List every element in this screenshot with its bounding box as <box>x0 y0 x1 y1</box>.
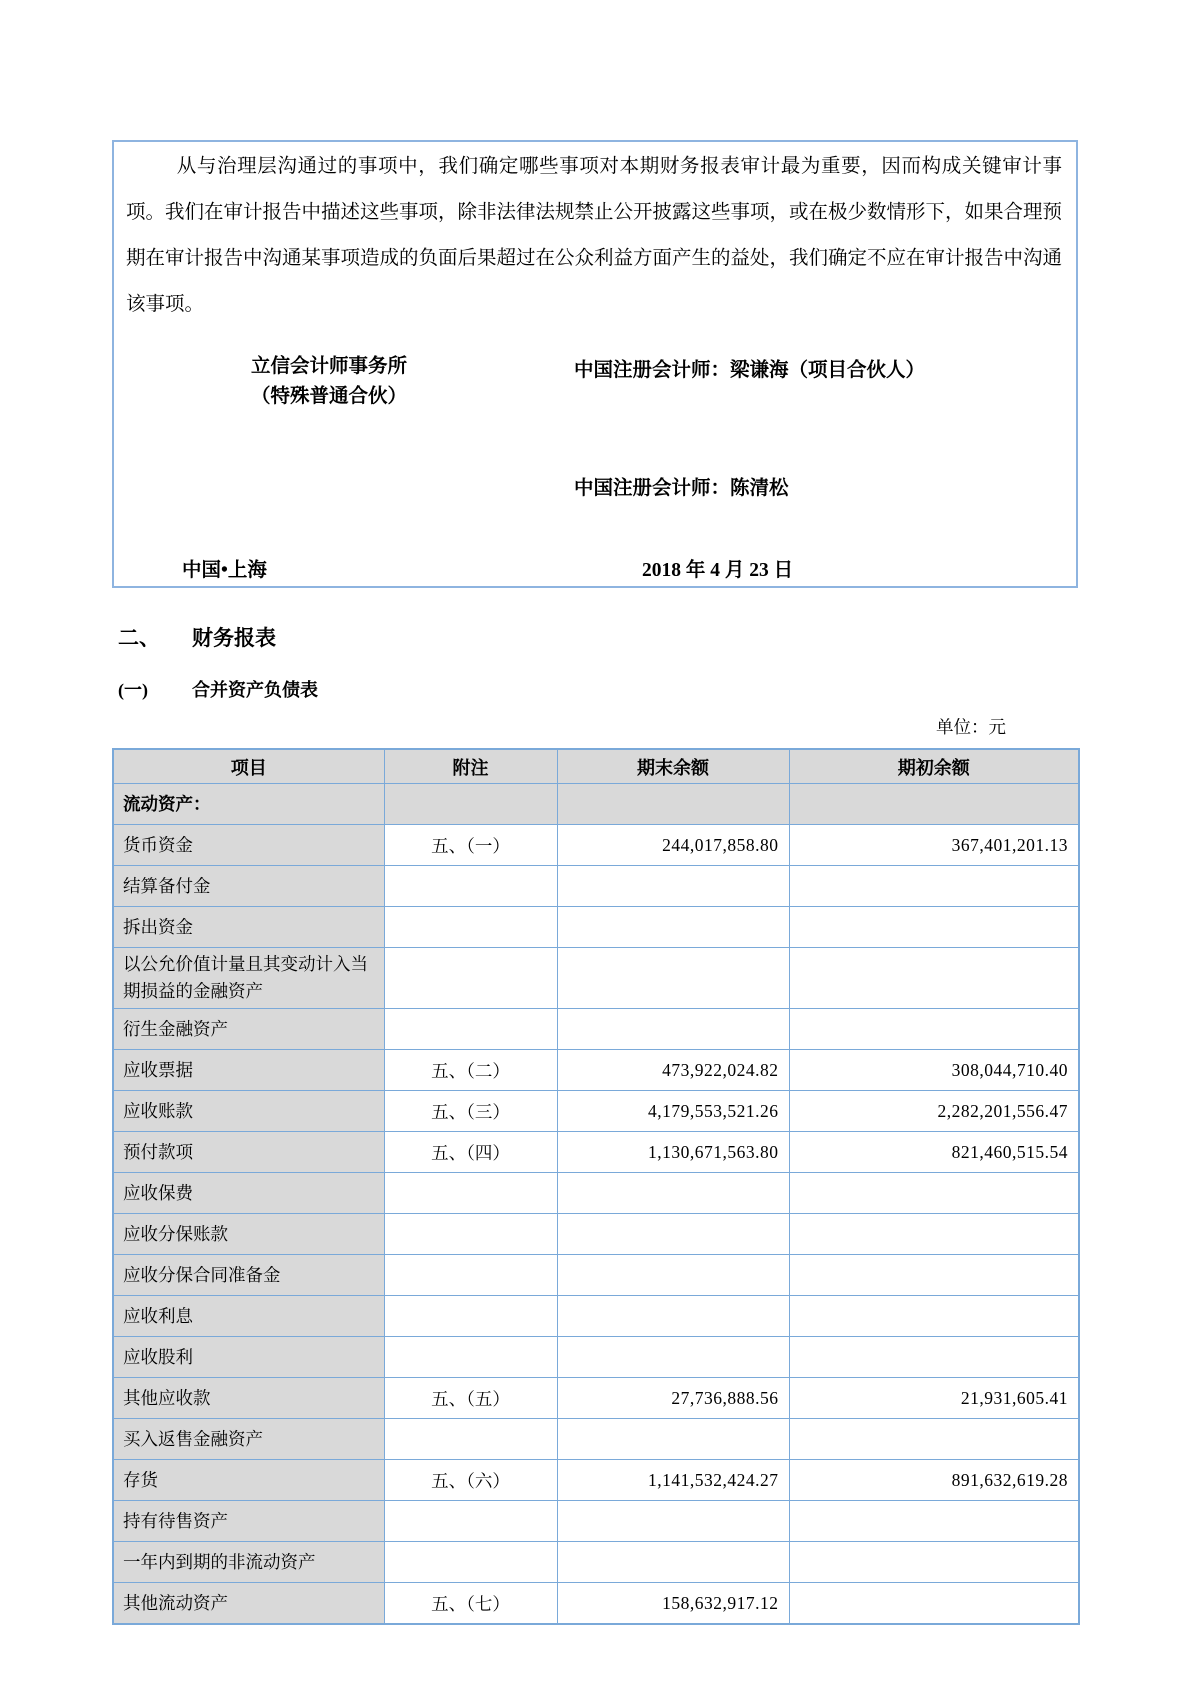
ending-cell <box>557 1255 789 1296</box>
item-cell: 结算备付金 <box>113 866 384 907</box>
note-cell <box>384 1255 557 1296</box>
table-row <box>113 866 1079 907</box>
table-row <box>113 1378 1079 1419</box>
beginning-cell <box>789 866 1079 907</box>
item-cell: 应收分保账款 <box>113 1214 384 1255</box>
ending-cell: 244,017,858.80 <box>557 825 789 866</box>
ending-cell: 1,141,532,424.27 <box>557 1460 789 1501</box>
cpa-signature-2: 中国注册会计师：陈清松 <box>574 478 789 499</box>
unit-label: 单位：元 <box>936 717 1006 737</box>
table-row <box>113 1337 1079 1378</box>
note-cell <box>384 1296 557 1337</box>
table-row <box>113 1132 1079 1173</box>
note-cell <box>384 1173 557 1214</box>
firm-name: 立信会计师事务所 <box>250 356 407 377</box>
beginning-cell <box>789 1501 1079 1542</box>
beginning-cell <box>789 1173 1079 1214</box>
ending-cell: 4,179,553,521.26 <box>557 1091 789 1132</box>
item-cell: 应收利息 <box>113 1296 384 1337</box>
note-cell <box>384 1542 557 1583</box>
signature-firm-block <box>214 352 444 412</box>
beginning-cell: 21,931,605.41 <box>789 1378 1079 1419</box>
item-cell: 货币资金 <box>113 825 384 866</box>
beginning-cell <box>789 907 1079 948</box>
header-row <box>113 749 1079 784</box>
ending-cell <box>557 1337 789 1378</box>
ending-cell <box>557 1542 789 1583</box>
ending-cell: 1,130,671,563.80 <box>557 1132 789 1173</box>
note-cell <box>384 907 557 948</box>
table-row <box>113 1460 1079 1501</box>
item-cell: 拆出资金 <box>113 907 384 948</box>
balance-sheet-table <box>112 748 1080 1625</box>
beginning-cell: 2,282,201,556.47 <box>789 1091 1079 1132</box>
note-cell <box>384 1337 557 1378</box>
beginning-cell <box>789 1296 1079 1337</box>
ending-cell <box>557 784 789 825</box>
ending-cell <box>557 907 789 948</box>
header-ending-balance: 期末余额 <box>557 749 789 784</box>
ending-cell <box>557 866 789 907</box>
ending-cell: 473,922,024.82 <box>557 1050 789 1091</box>
beginning-cell <box>789 1214 1079 1255</box>
cpa-signature-1: 中国注册会计师：梁谦海（项目合伙人） <box>574 360 926 381</box>
table-row <box>113 1296 1079 1337</box>
note-cell: 五、（四） <box>384 1132 557 1173</box>
note-cell <box>384 1214 557 1255</box>
section-number: 二、 <box>118 626 160 650</box>
item-cell: 买入返售金融资产 <box>113 1419 384 1460</box>
beginning-cell <box>789 948 1079 1009</box>
balance-sheet-header <box>113 749 1079 784</box>
table-row <box>113 1173 1079 1214</box>
header-note: 附注 <box>384 749 557 784</box>
note-cell <box>384 1501 557 1542</box>
audit-conclusion-box <box>112 140 1078 588</box>
firm-type: （特殊普通合伙） <box>250 386 407 407</box>
item-cell: 预付款项 <box>113 1132 384 1173</box>
beginning-cell <box>789 1583 1079 1625</box>
ending-cell: 27,736,888.56 <box>557 1378 789 1419</box>
balance-sheet-body <box>113 784 1079 1625</box>
note-cell: 五、（七） <box>384 1583 557 1625</box>
section-row <box>113 784 1079 825</box>
table-row <box>113 1583 1079 1625</box>
ending-cell <box>557 1501 789 1542</box>
beginning-cell: 367,401,201.13 <box>789 825 1079 866</box>
note-cell: 五、（一） <box>384 825 557 866</box>
note-cell: 五、（五） <box>384 1378 557 1419</box>
item-cell: 其他应收款 <box>113 1378 384 1419</box>
item-cell: 流动资产： <box>113 784 384 825</box>
note-cell: 五、（六） <box>384 1460 557 1501</box>
beginning-cell <box>789 1337 1079 1378</box>
signature-location: 中国•上海 <box>182 560 267 581</box>
item-cell: 应收票据 <box>113 1050 384 1091</box>
item-cell: 应收股利 <box>113 1337 384 1378</box>
note-cell <box>384 866 557 907</box>
item-cell: 其他流动资产 <box>113 1583 384 1625</box>
table-row <box>113 1501 1079 1542</box>
item-cell: 以公允价值计量且其变动计入当期损益的金融资产 <box>113 948 384 1009</box>
table-row <box>113 1091 1079 1132</box>
subsection-heading <box>118 676 318 702</box>
note-cell <box>384 1419 557 1460</box>
note-cell: 五、（二） <box>384 1050 557 1091</box>
table-row <box>113 1214 1079 1255</box>
beginning-cell <box>789 1255 1079 1296</box>
beginning-cell: 308,044,710.40 <box>789 1050 1079 1091</box>
ending-cell <box>557 1296 789 1337</box>
table-row <box>113 825 1079 866</box>
beginning-cell: 821,460,515.54 <box>789 1132 1079 1173</box>
beginning-cell <box>789 1419 1079 1460</box>
ending-cell <box>557 1173 789 1214</box>
ending-cell <box>557 1009 789 1050</box>
table-row <box>113 1255 1079 1296</box>
section-title: 财务报表 <box>192 626 276 650</box>
ending-cell <box>557 1419 789 1460</box>
item-cell: 衍生金融资产 <box>113 1009 384 1050</box>
header-beginning-balance: 期初余额 <box>789 749 1079 784</box>
signature-date: 2018 年 4 月 23 日 <box>642 560 794 581</box>
table-row <box>113 948 1079 1009</box>
item-cell: 持有待售资产 <box>113 1501 384 1542</box>
item-cell: 一年内到期的非流动资产 <box>113 1542 384 1583</box>
item-cell: 应收账款 <box>113 1091 384 1132</box>
item-cell: 应收分保合同准备金 <box>113 1255 384 1296</box>
header-item: 项目 <box>113 749 384 784</box>
ending-cell <box>557 1214 789 1255</box>
key-audit-matters-paragraph: 从与治理层沟通过的事项中，我们确定哪些事项对本期财务报表审计最为重要，因而构成关键审计事项。我们在审计报告中描述这些事项，除非法律法规禁止公开披露这些事项，或在极少数情形下，如果合理预期在审计报告中沟通某事项造成的负面后果超过在公众利益方面产生的益处，我们确定不应在审计报告中沟通该事项。 <box>126 156 1063 315</box>
ending-cell <box>557 948 789 1009</box>
note-cell <box>384 1009 557 1050</box>
section-heading <box>118 622 276 652</box>
item-cell: 应收保费 <box>113 1173 384 1214</box>
table-row <box>113 1542 1079 1583</box>
table-row <box>113 1419 1079 1460</box>
beginning-cell: 891,632,619.28 <box>789 1460 1079 1501</box>
beginning-cell <box>789 784 1079 825</box>
note-cell: 五、（三） <box>384 1091 557 1132</box>
note-cell <box>384 784 557 825</box>
table-row <box>113 1009 1079 1050</box>
beginning-cell <box>789 1009 1079 1050</box>
table-row <box>113 1050 1079 1091</box>
ending-cell: 158,632,917.12 <box>557 1583 789 1625</box>
note-cell <box>384 948 557 1009</box>
subsection-number: (一) <box>118 680 148 700</box>
beginning-cell <box>789 1542 1079 1583</box>
item-cell: 存货 <box>113 1460 384 1501</box>
table-row <box>113 907 1079 948</box>
subsection-title: 合并资产负债表 <box>192 680 318 700</box>
